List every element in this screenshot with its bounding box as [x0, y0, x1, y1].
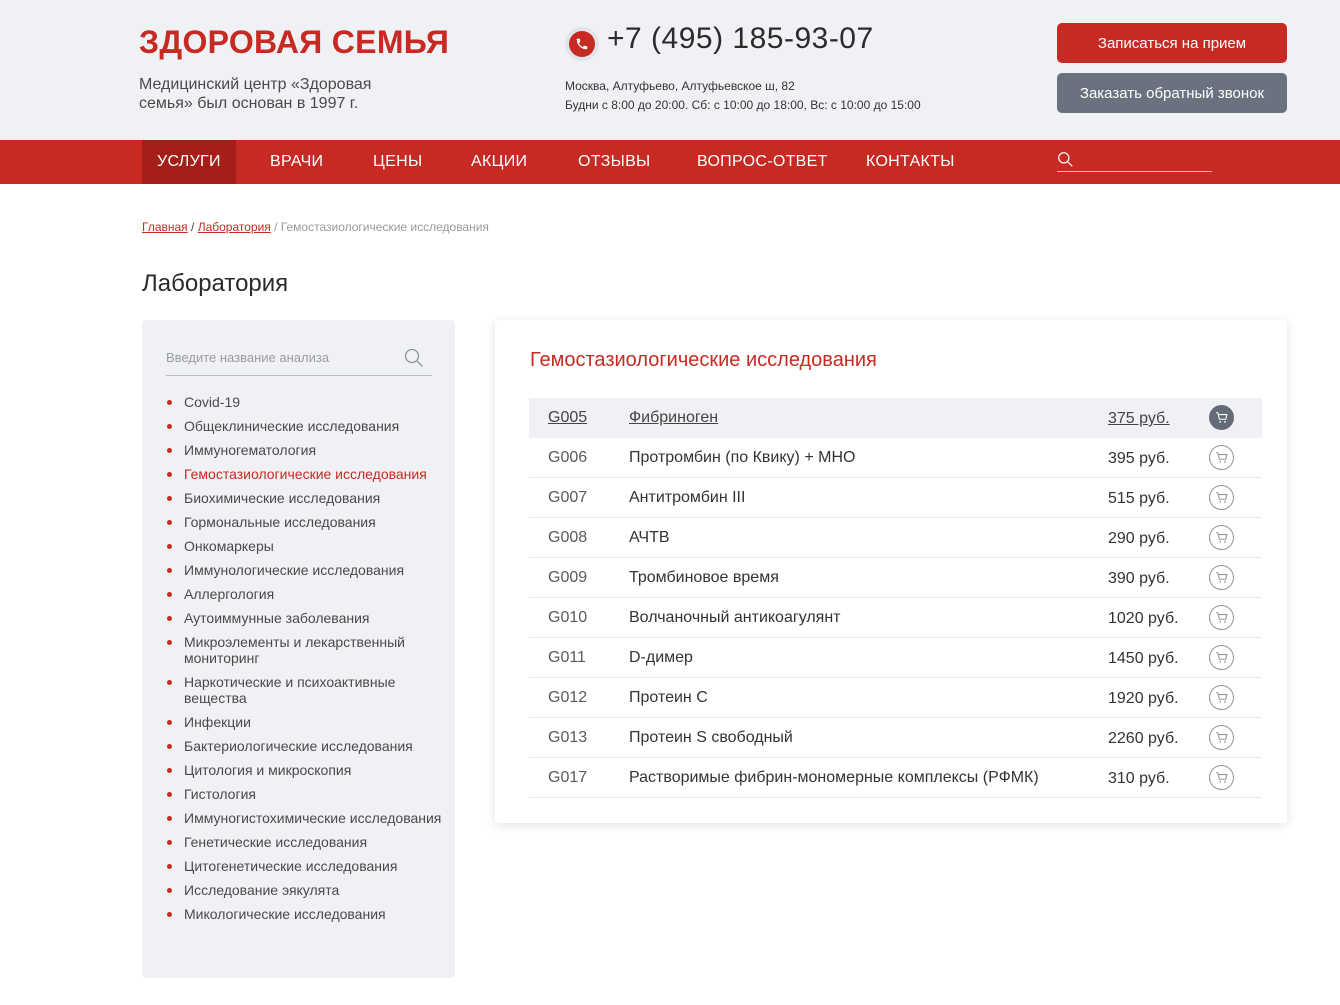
breadcrumb-home[interactable]: Главная [142, 220, 188, 234]
nav-item-faq[interactable]: ВОПРОС-ОТВЕТ [697, 153, 828, 170]
cart-icon[interactable] [1209, 405, 1234, 430]
category-item[interactable]: Иммуногистохимические исследования [164, 810, 444, 826]
main-nav [0, 140, 1340, 184]
category-item[interactable]: Генетические исследования [164, 834, 444, 850]
site-header [0, 0, 1340, 140]
category-item[interactable]: Цитогенетические исследования [164, 858, 444, 874]
section-title: Гемостазиологические исследования [530, 349, 877, 371]
nav-item-reviews[interactable]: ОТЗЫВЫ [578, 153, 651, 170]
analysis-search [166, 344, 432, 376]
analysis-search-input[interactable] [166, 344, 386, 370]
analysis-price: 515 руб. [1108, 490, 1170, 507]
category-sidebar [142, 320, 455, 978]
table-row[interactable] [529, 638, 1262, 678]
analysis-code[interactable]: G005 [548, 409, 588, 426]
category-item[interactable]: Гормональные исследования [164, 514, 444, 530]
nav-search-input[interactable] [1057, 150, 1212, 172]
cart-icon[interactable] [1209, 725, 1234, 750]
breadcrumb: Главная / Лаборатория / Гемостазиологические исследования [142, 220, 489, 234]
nav-item-services[interactable]: УСЛУГИ [142, 140, 236, 184]
address: Москва, Алтуфьево, Алтуфьевское ш, 82 [565, 79, 795, 93]
analysis-name: Волчаночный антикоагулянт [629, 609, 841, 626]
analysis-code: G017 [548, 769, 588, 786]
category-item[interactable]: Цитология и микроскопия [164, 762, 444, 778]
table-row[interactable] [529, 478, 1262, 518]
category-item[interactable]: Микологические исследования [164, 906, 444, 922]
page-title: Лаборатория [142, 270, 289, 297]
analysis-name: АЧТВ [629, 529, 670, 546]
analysis-price: 390 руб. [1108, 570, 1170, 587]
table-row[interactable] [529, 398, 1262, 438]
analysis-code: G006 [548, 449, 588, 466]
table-row[interactable] [529, 598, 1262, 638]
analysis-code: G013 [548, 729, 588, 746]
analysis-price: 2260 руб. [1108, 730, 1179, 747]
analysis-price: 310 руб. [1108, 770, 1170, 787]
analysis-price: 290 руб. [1108, 530, 1170, 547]
category-item[interactable]: Аутоиммунные заболевания [164, 610, 444, 626]
cart-icon[interactable] [1209, 445, 1234, 470]
category-item[interactable]: Гистология [164, 786, 444, 802]
analysis-code: G012 [548, 689, 588, 706]
analysis-name[interactable]: Фибриноген [629, 409, 719, 426]
cart-icon[interactable] [1209, 765, 1234, 790]
category-item[interactable]: Исследование эякулята [164, 882, 444, 898]
logo-title[interactable]: ЗДОРОВАЯ СЕМЬЯ [139, 24, 450, 60]
table-row[interactable] [529, 758, 1262, 798]
analysis-name: Протромбин (по Квику) + МНО [629, 449, 856, 466]
cart-icon[interactable] [1209, 525, 1234, 550]
category-item[interactable]: Covid-19 [164, 394, 444, 410]
category-item[interactable]: Наркотические и психоактивные вещества [164, 674, 444, 706]
price-table [529, 398, 1262, 798]
phone-number[interactable]: +7 (495) 185-93-07 [607, 22, 874, 55]
breadcrumb-lab[interactable]: Лаборатория [197, 220, 271, 234]
analysis-price[interactable]: 375 руб. [1108, 410, 1170, 427]
analysis-name: D-димер [629, 649, 693, 666]
nav-item-doctors[interactable]: ВРАЧИ [270, 153, 324, 170]
analysis-name: Антитромбин III [629, 489, 746, 506]
cart-icon[interactable] [1209, 685, 1234, 710]
cart-icon[interactable] [1209, 485, 1234, 510]
category-item[interactable]: Бактериологические исследования [164, 738, 444, 754]
analysis-name: Тромбиновое время [629, 569, 779, 586]
table-row[interactable] [529, 558, 1262, 598]
analysis-price: 1920 руб. [1108, 690, 1179, 707]
breadcrumb-current: Гемостазиологические исследования [280, 220, 489, 234]
category-item[interactable]: Биохимические исследования [164, 490, 444, 506]
nav-item-promotions[interactable]: АКЦИИ [471, 153, 528, 170]
analysis-code: G009 [548, 569, 588, 586]
analysis-code: G007 [548, 489, 588, 506]
category-item[interactable]: Иммунологические исследования [164, 562, 444, 578]
analysis-name: Протеин С [629, 689, 708, 706]
search-icon[interactable] [1057, 151, 1074, 173]
working-hours: Будни с 8:00 до 20:00. Сб: с 10:00 до 18:00, Вс: с 10:00 до 15:00 [565, 98, 921, 112]
analysis-price: 395 руб. [1108, 450, 1170, 467]
category-list [164, 394, 444, 930]
clinic-address-block [565, 77, 921, 115]
cart-icon[interactable] [1209, 645, 1234, 670]
analysis-code: G010 [548, 609, 588, 626]
analysis-code: G008 [548, 529, 588, 546]
cart-icon[interactable] [1209, 565, 1234, 590]
appointment-button[interactable]: Записаться на прием [1057, 23, 1287, 63]
analysis-price: 1020 руб. [1108, 610, 1179, 627]
table-row[interactable] [529, 438, 1262, 478]
table-row[interactable] [529, 718, 1262, 758]
analysis-price: 1450 руб. [1108, 650, 1179, 667]
category-item[interactable]: Общеклинические исследования [164, 418, 444, 434]
category-item[interactable]: Онкомаркеры [164, 538, 444, 554]
nav-item-prices[interactable]: ЦЕНЫ [373, 153, 423, 170]
category-item[interactable]: Иммуногематология [164, 442, 444, 458]
search-icon[interactable] [404, 348, 424, 373]
category-item[interactable]: Микроэлементы и лекарственный мониторинг [164, 634, 444, 666]
callback-button[interactable]: Заказать обратный звонок [1057, 73, 1287, 113]
table-row[interactable] [529, 518, 1262, 558]
table-row[interactable] [529, 678, 1262, 718]
category-item[interactable]: Инфекции [164, 714, 444, 730]
cart-icon[interactable] [1209, 605, 1234, 630]
nav-item-contacts[interactable]: КОНТАКТЫ [866, 153, 955, 170]
analysis-name: Растворимые фибрин-мономерные комплексы (РФМК) [629, 769, 1039, 786]
logo-subtitle: Медицинский центр «Здоровая семья» был основан в 1997 г. [139, 76, 372, 112]
analysis-name: Протеин S свободный [629, 729, 793, 746]
phone-icon [565, 27, 599, 61]
category-item-active[interactable]: Гемостазиологические исследования [164, 466, 444, 482]
analysis-code: G011 [548, 649, 586, 666]
category-item[interactable]: Аллергология [164, 586, 444, 602]
price-list-card [495, 320, 1287, 823]
